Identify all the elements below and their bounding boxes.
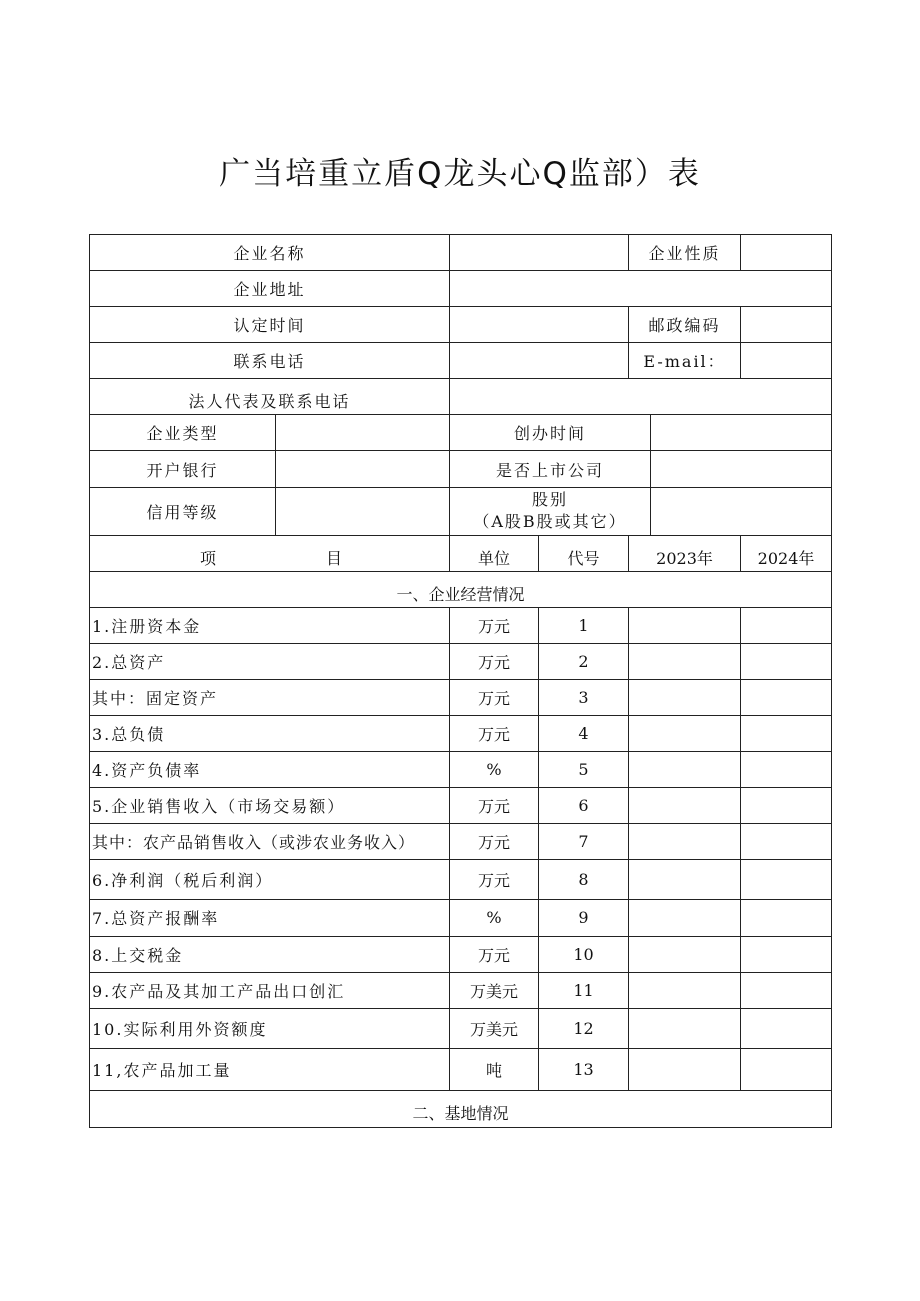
email-field[interactable] — [741, 343, 832, 379]
company-address-label: 企业地址 — [90, 271, 450, 307]
bank-field[interactable] — [276, 451, 450, 487]
certified-time-field[interactable] — [450, 307, 629, 343]
row-item: 7.总资产报酬率 — [90, 900, 450, 936]
row-unit: 万元 — [450, 643, 539, 679]
table-row — [90, 1048, 832, 1090]
stock-type-field[interactable] — [651, 487, 832, 535]
phone-field[interactable] — [450, 343, 629, 379]
row-code: 5 — [539, 752, 629, 788]
row-2024-field[interactable] — [741, 860, 832, 900]
row-2023-field[interactable] — [629, 788, 741, 824]
founded-time-label: 创办时间 — [450, 415, 651, 451]
row-2024-field[interactable] — [741, 607, 832, 643]
row-item: 11,农产品加工量 — [90, 1048, 450, 1090]
postal-code-field[interactable] — [741, 307, 832, 343]
row-code: 9 — [539, 900, 629, 936]
table-row — [90, 788, 832, 824]
header-item-b: 目 — [326, 548, 343, 568]
table-row — [90, 752, 832, 788]
row-2023-field[interactable] — [629, 1048, 741, 1090]
row-unit: 万元 — [450, 824, 539, 860]
row-item: 9.农产品及其加工产品出口创汇 — [90, 972, 450, 1008]
row-code: 12 — [539, 1008, 629, 1048]
row-2024-field[interactable] — [741, 752, 832, 788]
row-unit: % — [450, 900, 539, 936]
row-2024-field[interactable] — [741, 1008, 832, 1048]
legal-rep-field[interactable] — [450, 379, 832, 415]
table-row — [90, 643, 832, 679]
row-2024-field[interactable] — [741, 716, 832, 752]
row-unit: 万元 — [450, 936, 539, 972]
row-2023-field[interactable] — [629, 752, 741, 788]
row-unit: 万元 — [450, 860, 539, 900]
table-row — [90, 972, 832, 1008]
header-year-2024: 2024年 — [741, 535, 832, 571]
row-item: 1.注册资本金 — [90, 607, 450, 643]
phone-label: 联系电话 — [90, 343, 450, 379]
section-base: 二、基地情况 — [90, 1090, 832, 1127]
row-unit: 万元 — [450, 607, 539, 643]
row-2024-field[interactable] — [741, 900, 832, 936]
row-item: 4.资产负债率 — [90, 752, 450, 788]
row-code: 8 — [539, 860, 629, 900]
row-2024-field[interactable] — [741, 972, 832, 1008]
company-nature-label: 企业性质 — [629, 235, 741, 271]
row-item: 8.上交税金 — [90, 936, 450, 972]
company-type-label: 企业类型 — [90, 415, 276, 451]
row-unit: 吨 — [450, 1048, 539, 1090]
row-code: 7 — [539, 824, 629, 860]
row-2023-field[interactable] — [629, 716, 741, 752]
row-2023-field[interactable] — [629, 900, 741, 936]
row-2024-field[interactable] — [741, 679, 832, 715]
row-2023-field[interactable] — [629, 1008, 741, 1048]
row-2024-field[interactable] — [741, 824, 832, 860]
row-2023-field[interactable] — [629, 824, 741, 860]
row-code: 4 — [539, 716, 629, 752]
company-type-field[interactable] — [276, 415, 450, 451]
header-item — [90, 535, 450, 571]
row-unit: 万元 — [450, 679, 539, 715]
row-item: 其中：固定资产 — [90, 679, 450, 715]
row-unit: 万美元 — [450, 1008, 539, 1048]
header-item-a: 项 — [200, 548, 217, 568]
table-row — [90, 936, 832, 972]
row-2023-field[interactable] — [629, 643, 741, 679]
row-2023-field[interactable] — [629, 936, 741, 972]
row-code: 13 — [539, 1048, 629, 1090]
row-item: 6.净利润（税后利润） — [90, 860, 450, 900]
row-2023-field[interactable] — [629, 860, 741, 900]
section-business: 一、企业经营情况 — [90, 571, 832, 607]
enterprise-form-table — [89, 234, 832, 1128]
row-code: 11 — [539, 972, 629, 1008]
row-item: 5.企业销售收入（市场交易额） — [90, 788, 450, 824]
row-2024-field[interactable] — [741, 1048, 832, 1090]
stock-type-label — [450, 487, 651, 535]
row-code: 1 — [539, 607, 629, 643]
table-row — [90, 900, 832, 936]
row-item: 10.实际利用外资额度 — [90, 1008, 450, 1048]
row-2023-field[interactable] — [629, 679, 741, 715]
stock-type-line1: 股别 — [532, 490, 569, 510]
table-row — [90, 824, 832, 860]
table-row — [90, 679, 832, 715]
row-code: 6 — [539, 788, 629, 824]
table-row — [90, 716, 832, 752]
company-name-field[interactable] — [450, 235, 629, 271]
company-address-field[interactable] — [450, 271, 832, 307]
header-unit: 单位 — [450, 535, 539, 571]
row-2024-field[interactable] — [741, 936, 832, 972]
legal-rep-label: 法人代表及联系电话 — [90, 379, 450, 415]
row-2024-field[interactable] — [741, 643, 832, 679]
postal-code-label: 邮政编码 — [629, 307, 741, 343]
table-row — [90, 607, 832, 643]
founded-time-field[interactable] — [651, 415, 832, 451]
listed-field[interactable] — [651, 451, 832, 487]
credit-field[interactable] — [276, 487, 450, 535]
certified-time-label: 认定时间 — [90, 307, 450, 343]
stock-type-line2: （A股B股或其它） — [473, 512, 627, 532]
row-unit: 万元 — [450, 716, 539, 752]
bank-label: 开户银行 — [90, 451, 276, 487]
row-2023-field[interactable] — [629, 972, 741, 1008]
listed-label: 是否上市公司 — [450, 451, 651, 487]
row-code: 10 — [539, 936, 629, 972]
row-2024-field[interactable] — [741, 788, 832, 824]
row-unit: 万元 — [450, 788, 539, 824]
row-code: 3 — [539, 679, 629, 715]
row-code: 2 — [539, 643, 629, 679]
company-name-label: 企业名称 — [90, 235, 450, 271]
row-item: 3.总负债 — [90, 716, 450, 752]
form-title: 广当培重立盾Q龙头心Q监部）表 — [219, 156, 701, 192]
email-label: E-mail： — [629, 343, 741, 379]
row-2023-field[interactable] — [629, 607, 741, 643]
row-item: 2.总资产 — [90, 643, 450, 679]
header-year-2023: 2023年 — [629, 535, 741, 571]
row-unit: % — [450, 752, 539, 788]
header-code: 代号 — [539, 535, 629, 571]
row-unit: 万美元 — [450, 972, 539, 1008]
company-nature-field[interactable] — [741, 235, 832, 271]
table-row — [90, 860, 832, 900]
row-item: 其中：农产品销售收入（或涉农业务收入） — [90, 824, 450, 860]
table-row — [90, 1008, 832, 1048]
credit-label: 信用等级 — [90, 487, 276, 535]
